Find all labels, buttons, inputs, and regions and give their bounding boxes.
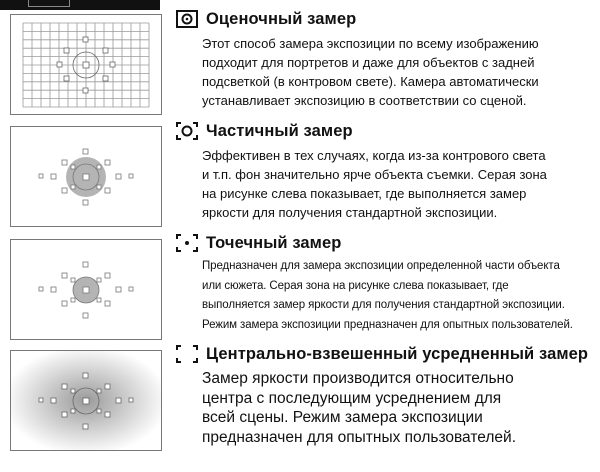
description-line: или сюжета. Серая зона на рисунке слева показывает, где: [202, 279, 509, 292]
evaluative-metering-diagram: [10, 14, 162, 115]
description-line: всей сцены. Режим замера экспозиции: [202, 409, 483, 426]
mode-title: Точечный замер: [206, 233, 342, 252]
mode-title: Центрально-взвешенный усредненный замер: [206, 344, 589, 363]
description-line: и т.п. фон значительно ярче объекта съемки. Серая зона: [202, 167, 547, 182]
mode-center-weighted: [176, 344, 596, 447]
mode-heading: [176, 9, 596, 29]
evaluative-grid-svg: [11, 15, 161, 114]
matrix-metering-icon: [176, 10, 198, 28]
mode-evaluative: [176, 9, 596, 110]
partial-metering-icon: [176, 122, 198, 140]
mode-heading: [176, 233, 596, 253]
mode-description: [202, 146, 596, 222]
description-line: центра с последующим усреднением для: [202, 389, 502, 407]
mode-spot: [176, 233, 596, 335]
top-bar: [0, 0, 160, 10]
mode-title: Оценочный замер: [206, 9, 357, 28]
description-line: на рисунке слева показывает, где выполняется замер: [202, 186, 527, 201]
description-line: подходит для портретов и даже для объектов с задней: [202, 55, 535, 70]
description-line: Замер яркости производится относительно: [202, 370, 514, 387]
mode-heading: [176, 121, 596, 141]
description-line: Этот способ замера экспозиции по всему изображению: [202, 36, 539, 51]
top-bar-frame: [28, 0, 70, 7]
description-line: Предназначен для замера экспозиции определенной части объекта: [202, 260, 560, 272]
mode-heading: [176, 344, 596, 364]
partial-metering-diagram: [10, 126, 162, 227]
description-line: устанавливает экспозицию в соответствии со сценой.: [202, 93, 527, 108]
description-line: яркости для получения стандартной экспозиции.: [202, 205, 498, 220]
mode-title: Частичный замер: [206, 121, 353, 140]
description-line: Режим замера экспозиции предназначен для опытных пользователей.: [202, 318, 573, 331]
spot-metering-diagram: [10, 239, 162, 340]
mode-description: [202, 369, 596, 447]
center-af-point: [83, 62, 89, 68]
center-weighted-metering-icon: [176, 345, 198, 363]
description-line: выполняется замер яркости для получения стандартной экспозиции.: [202, 299, 565, 311]
mode-description: [202, 257, 596, 335]
mode-partial: [176, 121, 596, 222]
description-line: подсветкой (в контровом свете). Камера автоматически: [202, 74, 539, 89]
description-line: предназначен для опытных пользователей.: [202, 428, 516, 446]
mode-description: [202, 34, 596, 110]
center-weighted-metering-diagram: [10, 350, 162, 451]
description-line: Эффективен в тех случаях, когда из-за контрового света: [202, 148, 546, 163]
spot-metering-icon: [176, 234, 198, 252]
